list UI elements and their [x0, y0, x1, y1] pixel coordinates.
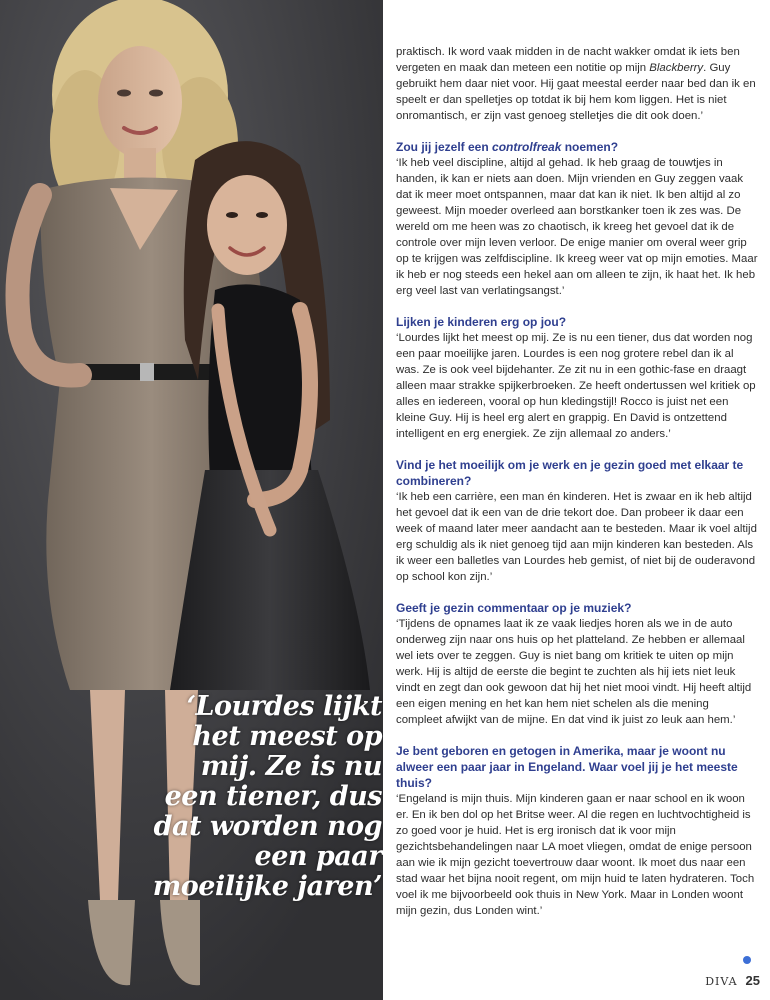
- answer-paragraph: ‘Tijdens de opnames laat ik ze vaak liedjes horen als we in de auto onderweg zijn naar ons huis op het platteland. Ze hebben er allemaal wel iets over te zeggen. Guy is niet bang om kritiek te uiten op mijn werk. Hij is altijd de eerste die begint te zuchten als hij iets niet leuk vindt en zegt dan ook gewoon dat hij het niet mooi vindt. Hij heeft altijd een eigen mening en het kan hem niet schelen als die mening compleet afwijkt van de mijne. En dat vind ik juist zo leuk aan hem.’: [396, 618, 752, 726]
- answer-paragraph: ‘Engeland is mijn thuis. Mijn kinderen gaan er naar school en ik woon er. En ik ben dol op het Britse weer. Al die regen en luchtvochtigheid is zo goed voor je huid. Het is erg ironisch dat ik voor mijn gezichtsbehandelingen naar LA moet vliegen, omdat de enige persoon aan wie ik mijn gezicht toevertrouw daar woont. Ik moet dus naar een stad waar het bijna nooit regent, om mijn huid te laten hydrateren. Toch voel ik me bijvoorbeeld ook thuis in New York. Maar in Londen woont mijn gezin, dus Londen wint.’: [396, 793, 755, 917]
- qa-section: [396, 139, 758, 299]
- page-footer: [705, 973, 760, 988]
- answer-paragraph: ‘Ik heb veel discipline, altijd al gehad. Ik heb graag de touwtjes in handen, ik kan er niets aan doen. Mijn vrienden en Guy zeggen vaak dat ik meer moet ontspannen, maar dat kan ik niet. Ik ben altijd al zo geweest. Mijn moeder overleed aan borstkanker toen ik zes was. De wereld om me heen was zo chaotisch, ik kreeg het gevoel dat ik de controle over mijn leven verloor. De enige manier om overal weer grip op te krijgen was zelfdiscipline. Ik kreeg weer vat op mijn emoties. Maar ik heb er nog steeds een hekel aan om alleen te zijn, ik haat het. Ik heb erg veel last van verlatingsangst.’: [396, 157, 758, 297]
- question-heading: Je bent geboren en getogen in Amerika, maar je woont nu alweer een paar jaar in Engeland. Waar voel jij je het meeste thuis?: [396, 744, 738, 790]
- question-heading: Vind je het moeilijk om je werk en je gezin goed met elkaar te combineren?: [396, 458, 744, 488]
- girl-face: [207, 175, 287, 275]
- question-heading: Geeft je gezin commentaar op je muziek?: [396, 601, 632, 615]
- magazine-name: DIVA: [705, 975, 738, 988]
- end-marker: [737, 951, 751, 969]
- article-body: [396, 44, 758, 919]
- answer-paragraph: ‘Lourdes lijkt het meest op mij. Ze is nu een tiener, dus dat worden nog een paar moeilijke jaren. Lourdes is een nog grotere rebel dan ik al was. Ze is ook veel bijdehanter. Ze zit nu in een gothic-fase en draagt alleen maar strakke spijkerbroeken. Ze heeft ondertussen wel kritiek op alles en iedereen, vooral op hun kledingstijl! Rocco is juist net een kleine Guy. Hij is heel erg alert en grappig. En David is ontzettend intelligent en erg energiek. Ze zijn allemaal zo anders.’: [396, 332, 756, 440]
- qa-section: [396, 314, 758, 442]
- question-heading: Zou jij jezelf een controlfreak noemen?: [396, 140, 619, 154]
- page-number: 25: [745, 973, 760, 988]
- woman-face: [98, 46, 182, 158]
- qa-section: [396, 743, 758, 919]
- question-heading: Lijken je kinderen erg op jou?: [396, 315, 567, 329]
- qa-section: [396, 457, 758, 585]
- answer-paragraph: ‘Ik heb een carrière, een man én kinderen. Het is zwaar en ik heb altijd het gevoel dat ik een van de drie tekort doe. Dan probeer ik daar een week of maand later meer aandacht aan te besteden. Maar ik voel altijd erg schuldig als ik niet genoeg tijd aan mijn kinderen kan besteden. Als ik weer een balletles van Lourdes heb gemist, of niet bij de ouderavond op school kon zijn.’: [396, 491, 757, 583]
- intro-paragraph: praktisch. Ik word vaak midden in de nacht wakker omdat ik iets ben vergeten en maak dan meteen een notitie op mijn Blackberry. Guy gebruikt hem daar niet voor. Hij gaat meestal eerder naar bed dan ik en speelt er dan spelletjes op totdat ik bij hem kom liggen. Het is niet onromantisch, er zijn vast genoeg stelletjes die dit ook doen.’: [396, 46, 756, 122]
- pull-quote: ‘Lourdes lijkt het meest op mij. Ze is nu een tiener, dus dat worden nog een paar moeilijke jaren’: [152, 691, 382, 902]
- end-dot-icon: [743, 956, 751, 964]
- cover-photo: [0, 0, 383, 1000]
- qa-section: [396, 600, 758, 728]
